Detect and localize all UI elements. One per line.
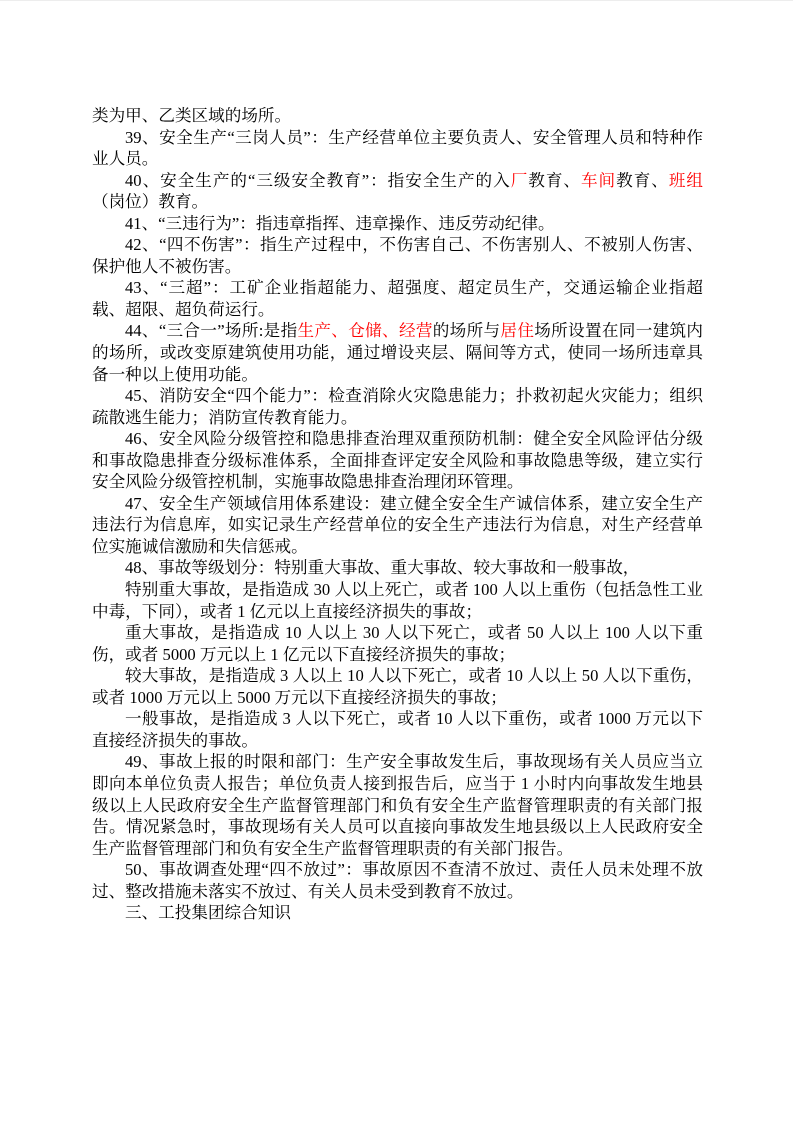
text-segment: 49、事故上报的时限和部门：生产安全事故发生后，事故现场有关人员应当立即向本单位负责人报告；单位负责人接到报告后，应当于 1 小时内向事故发生地县级以上人民政府安全生产监督管理部门和负有安全生产监督管理职责的有关部门报告。情况紧急时，事故现场有关人员可以直接向事故发生地县级以上人民政府安全生产监督管理部门和负有安全生产监督管理职责的有关部门报告。 [92, 752, 703, 858]
text-segment: 45、消防安全“四个能力”：检查消除火灾隐患能力；扑救初起火灾能力；组织疏散逃生能力；消防宣传教育能力。 [92, 386, 703, 427]
red-highlighted-text: 居住 [500, 321, 535, 341]
text-segment: 类为甲、乙类区域的场所。 [92, 106, 292, 125]
para-49 [92, 751, 703, 859]
para-48 [92, 557, 703, 579]
text-segment: 43、“三超”：工矿企业指超能力、超强度、超定员生产，交通运输企业指超载、超限、超负荷运行。 [92, 278, 703, 319]
text-segment: 一般事故，是指造成 3 人以下死亡，或者 10 人以下重伤，或者 1000 万元以下直接经济损失的事故。 [92, 709, 703, 750]
text-segment: 教育、 [528, 170, 581, 190]
text-segment: 特别重大事故，是指造成 30 人以上死亡，或者 100 人以上重伤（包括急性工业中毒，下同），或者 1 亿元以上直接经济损失的事故； [92, 580, 703, 621]
text-segment: 44、“三合一”场所:是指 [125, 321, 298, 341]
document-body [92, 105, 703, 924]
para-40 [92, 170, 703, 213]
heading-section-3 [92, 902, 703, 924]
text-segment: 48、事故等级划分：特别重大事故、重大事故、较大事故和一般事故， [125, 558, 640, 578]
text-segment: （岗位）教育。 [92, 192, 209, 212]
red-highlighted-text: 生产、仓储、经营 [297, 321, 433, 341]
text-segment: 42、“四不伤害”：指生产过程中，不伤害自己、不伤害别人、不被别人伤害、保护他人不被伤害。 [92, 235, 703, 276]
text-segment: 40、安全生产的“三级安全教育”：指安全生产的入 [125, 170, 511, 190]
text-segment: 41、“三违行为”：指违章指挥、违章操作、违反劳动纪律。 [125, 213, 555, 233]
text-segment: 46、安全风险分级管控和隐患排查治理双重预防机制：健全安全风险评估分级和事故隐患排查分级标准体系，全面排查评定安全风险和事故隐患等级，建立实行安全风险分级管控机制，实施事故隐患排查治理闭环管理。 [92, 429, 703, 492]
text-segment: 的场所与 [432, 321, 501, 341]
red-highlighted-text: 车间 [580, 170, 617, 190]
para-48-general [92, 708, 703, 751]
para-48-larger [92, 665, 703, 708]
para-45 [92, 385, 703, 428]
para-48-major [92, 622, 703, 665]
para-50 [92, 859, 703, 902]
para-39 [92, 127, 703, 170]
text-segment: 39、安全生产“三岗人员”：生产经营单位主要负责人、安全管理人员和特种作业人员。 [92, 127, 703, 169]
para-41 [92, 213, 703, 235]
text-segment: 较大事故，是指造成 3 人以上 10 人以下死亡，或者 10 人以上 50 人以下重伤，或者 1000 万元以上 5000 万元以下直接经济损失的事故； [92, 666, 703, 707]
para-48-extreme [92, 579, 703, 622]
text-segment: 三、工投集团综合知识 [125, 903, 291, 923]
para-46 [92, 428, 703, 493]
para-continuation [92, 105, 703, 127]
text-segment: 重大事故，是指造成 10 人以上 30 人以下死亡，或者 50 人以上 100 人以下重伤，或者 5000 万元以上 1 亿元以下直接经济损失的事故； [92, 623, 703, 664]
text-segment: 47、安全生产领域信用体系建设：建立健全安全生产诚信体系，建立安全生产违法行为信息库，如实记录生产经营单位的安全生产违法行为信息，对生产经营单位实施诚信激励和失信惩戒。 [92, 493, 703, 556]
red-highlighted-text: 班组 [668, 170, 704, 190]
para-43 [92, 277, 703, 320]
text-segment: 50、事故调查处理“四不放过”：事故原因不查清不放过、责任人员未处理不放过、整改措施未落实不放过、有关人员未受到教育不放过。 [92, 860, 703, 901]
text-segment: 场所设置在同一建筑内的场所，或改变原建筑使用功能，通过增设夹层、隔间等方式，使同一场所违章具备一种以上使用功能。 [92, 321, 704, 384]
para-42 [92, 234, 703, 277]
para-44 [92, 320, 703, 385]
text-segment: 教育、 [616, 170, 669, 190]
para-47 [92, 493, 703, 558]
red-highlighted-text: 厂 [510, 170, 529, 190]
